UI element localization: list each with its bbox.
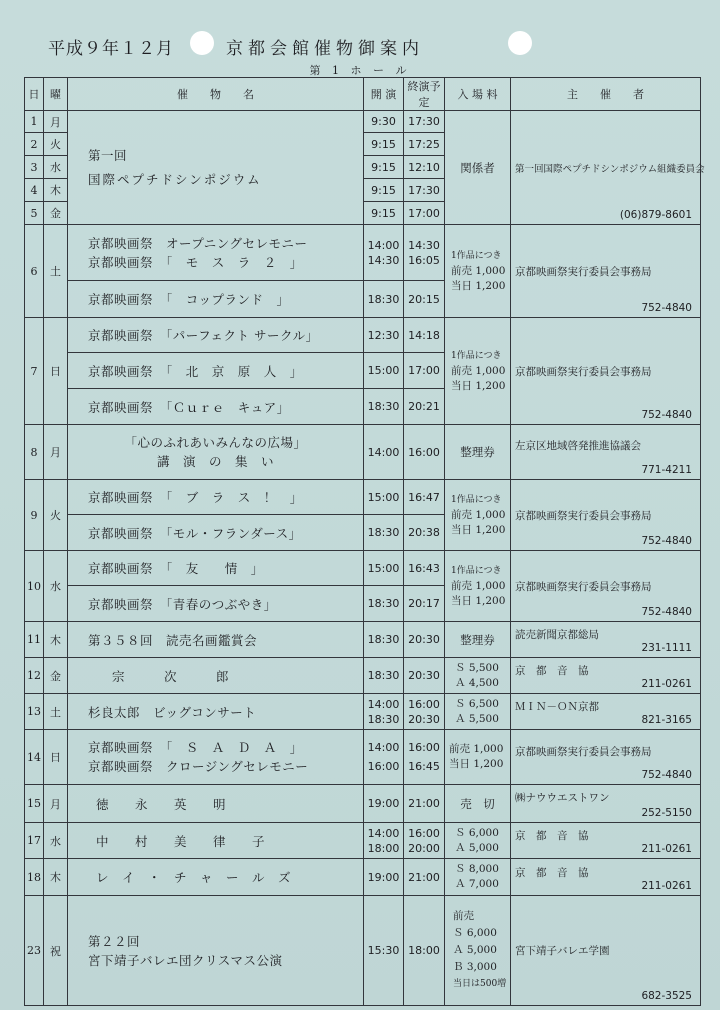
start-cell [364,225,404,281]
organizer-name: 読売新聞京都総局 [515,629,599,641]
punch-hole-left [190,31,214,55]
event-cell: 京都映画祭 「 友 情 」 [68,551,364,586]
end-cell: 20:38 [404,515,445,551]
end-cell [404,225,445,281]
time-line: 16:00 [408,697,440,711]
end-cell: 20:15 [404,281,445,318]
organizer-cell [511,823,701,859]
schedule-table [24,77,705,1006]
price-line: 1作品につき [451,250,502,261]
day-cell: 9 [25,480,44,551]
day-cell: 11 [25,622,44,658]
price-line: 前売 1,000 [451,508,506,521]
organizer-name: 京都映画祭実行委員会事務局 [515,745,652,758]
table-row [25,225,701,281]
price-cell [445,823,511,859]
time-line: 16:00 [408,826,440,840]
col-header-weekday: 曜 [44,78,68,111]
price-line: 当日 1,200 [449,758,504,770]
weekday-cell: 金 [44,202,68,225]
organizer-phone: 821-3165 [641,714,692,726]
event-cell: 杉良太郎 ビッグコンサート [68,694,364,730]
organizer-name: ＭＩＮ－ＯＮ京都 [515,701,599,713]
price-line: 当日 1,200 [451,279,506,292]
organizer-name: 京都映画祭実行委員会事務局 [515,509,652,522]
organizer-name: 京 都 音 協 [515,665,589,677]
price-cell: 整理券 [445,622,511,658]
event-cell [68,225,364,281]
event-line: 京都映画祭 オープニングセレモニー [88,235,308,251]
price-line: 前売 1,000 [449,743,504,755]
organizer-phone: (06)879-8601 [619,209,692,221]
header-date: 平成９年１２月 [48,39,174,59]
price-cell [445,859,511,896]
price-cell [445,225,511,318]
weekday-cell: 土 [44,225,68,318]
start-cell: 9:15 [364,179,404,202]
table-row [25,551,701,586]
day-cell: 13 [25,694,44,730]
table-row [25,480,701,515]
col-header-price: 入 場 料 [445,78,511,111]
event-cell: 徳 永 英 明 [68,785,364,823]
price-line: Ｓ 6,000 [453,927,497,939]
end-cell: 18:00 [404,896,445,1006]
day-cell: 3 [25,156,44,179]
organizer-cell [511,480,701,551]
start-cell: 9:15 [364,202,404,225]
day-cell: 12 [25,658,44,694]
event-cell: 京都映画祭 「パーフェクト サークル」 [68,318,364,353]
organizer-cell [511,896,701,1006]
price-line: Ａ 4,500 [455,676,499,689]
price-line: 当日 1,200 [451,594,506,607]
table-header-row [25,78,701,111]
price-line: 1作品につき [451,350,502,361]
time-line: 16:00 [367,760,400,773]
start-cell: 19:00 [364,785,404,823]
event-cell [68,425,364,480]
time-line: 16:45 [408,760,440,773]
punch-hole-right [508,31,532,55]
weekday-cell: 水 [44,551,68,622]
price-line: 1作品につき [451,494,502,505]
event-line: 第一回 [88,147,128,163]
end-cell: 17:30 [404,111,445,133]
organizer-cell [511,225,701,318]
day-cell: 7 [25,318,44,425]
table-row [25,694,701,730]
start-cell: 15:00 [364,480,404,515]
event-cell: 京都映画祭 「Ｃｕｒｅ キュア」 [68,389,364,425]
day-cell: 17 [25,823,44,859]
start-cell: 9:30 [364,111,404,133]
organizer-phone: 252-5150 [641,807,692,819]
weekday-cell: 月 [44,785,68,823]
event-cell: 京都映画祭 「 ブ ラ ス ！ 」 [68,480,364,515]
start-cell: 18:30 [364,281,404,318]
end-cell: 16:47 [404,480,445,515]
price-line: Ｓ 6,500 [455,697,499,710]
event-cell: 京都映画祭 「モル・フランダース」 [68,515,364,551]
weekday-cell: 土 [44,694,68,730]
price-line: 前売 1,000 [451,264,506,277]
organizer-phone: 752-4840 [641,535,692,547]
event-line: 講 演 の 集 い [156,454,274,469]
end-cell: 20:30 [404,622,445,658]
end-cell: 21:00 [404,859,445,896]
organizer-name: 京 都 音 協 [515,830,589,842]
organizer-cell [511,658,701,694]
end-cell: 12:10 [404,156,445,179]
table-row [25,859,701,896]
price-line: Ａ 5,000 [455,841,499,854]
start-cell: 18:30 [364,515,404,551]
end-cell [404,823,445,859]
weekday-cell: 木 [44,622,68,658]
organizer-phone: 752-4840 [641,606,692,618]
organizer-cell [511,785,701,823]
end-cell: 21:00 [404,785,445,823]
event-line: 「心のふれあいみんなの広場」 [124,435,307,450]
organizer-cell [511,694,701,730]
organizer-name: 第一回国際ペプチドシンポジウム組織委員会 [515,163,705,175]
organizer-name: ㈱ナウウエストワン [515,792,610,804]
organizer-cell [511,730,701,785]
organizer-name: 京都映画祭実行委員会事務局 [515,580,652,593]
organizer-name: 宮下靖子バレエ学園 [515,945,610,957]
day-cell: 10 [25,551,44,622]
start-cell: 15:30 [364,896,404,1006]
day-cell: 6 [25,225,44,318]
price-line: Ｂ 3,000 [453,961,497,973]
event-cell [68,896,364,1006]
event-line: 京都映画祭 「 モ ス ラ ２ 」 [88,254,303,270]
time-line: 16:05 [408,253,440,267]
price-line: 当日は500増 [453,979,507,989]
start-cell: 19:00 [364,859,404,896]
time-line: 20:30 [408,712,440,726]
day-cell: 14 [25,730,44,785]
price-line: 当日 1,200 [451,379,506,392]
weekday-cell: 日 [44,318,68,425]
end-cell: 16:43 [404,551,445,586]
price-cell [445,480,511,551]
organizer-phone: 752-4840 [641,769,692,781]
organizer-phone: 752-4840 [641,409,692,421]
organizer-cell [511,622,701,658]
time-line: 14:30 [408,238,440,252]
event-cell: 京都映画祭 「青春のつぶやき」 [68,586,364,622]
day-cell: 5 [25,202,44,225]
time-line: 18:00 [367,841,400,855]
price-line: 前売 1,000 [451,364,506,377]
end-cell: 14:18 [404,318,445,353]
col-header-event: 催 物 名 [68,78,364,111]
col-header-organizer: 主 催 者 [511,78,701,111]
page-title: 京都会館催物御案内 [226,39,424,59]
day-cell: 15 [25,785,44,823]
day-cell: 8 [25,425,44,480]
start-cell: 15:00 [364,551,404,586]
hall-label: 第 1 ホ ー ル [309,64,411,77]
event-line: 国際ペプチドシンポジウム [88,171,262,187]
start-cell: 12:30 [364,318,404,353]
table-row [25,785,701,823]
organizer-phone: 752-4840 [641,302,692,314]
price-cell: 整理券 [445,425,511,480]
event-line: 京都映画祭 クロージングセレモニー [88,759,309,774]
start-cell: 18:30 [364,622,404,658]
table-row [25,111,701,133]
time-line: 20:00 [408,841,440,855]
weekday-cell: 水 [44,156,68,179]
table-row [25,318,701,353]
col-header-day: 日 [25,78,44,111]
organizer-name: 京都映画祭実行委員会事務局 [515,365,652,378]
day-cell: 4 [25,179,44,202]
start-cell: 18:30 [364,658,404,694]
end-cell: 17:30 [404,179,445,202]
price-line: Ｓ 5,500 [455,661,499,674]
price-cell: 売 切 [445,785,511,823]
end-cell: 20:30 [404,658,445,694]
price-cell [445,730,511,785]
price-cell [445,318,511,425]
end-cell: 17:00 [404,353,445,389]
price-cell [445,551,511,622]
organizer-cell [511,111,705,225]
end-cell [404,730,445,785]
col-header-start: 開 演 [364,78,404,111]
price-line: Ｓ 6,000 [455,826,499,839]
weekday-cell: 月 [44,425,68,480]
start-cell: 14:00 [364,425,404,480]
price-line: 前売 1,000 [451,579,506,592]
day-cell: 18 [25,859,44,896]
time-line: 14:00 [367,238,400,252]
organizer-phone: 231-1111 [641,642,692,654]
table-row [25,823,701,859]
day-cell: 1 [25,111,44,133]
end-cell: 17:25 [404,133,445,156]
event-line: 第２２回 [88,933,141,949]
start-cell: 15:00 [364,353,404,389]
start-cell: 9:15 [364,133,404,156]
event-cell: 京都映画祭 「 コップランド 」 [68,281,364,318]
day-cell: 23 [25,896,44,1006]
table-row [25,622,701,658]
organizer-phone: 771-4211 [641,464,692,476]
time-line: 16:00 [408,741,440,754]
price-line: Ａ 5,500 [455,712,499,725]
organizer-name: 京都映画祭実行委員会事務局 [515,265,652,278]
time-line: 14:00 [367,697,400,711]
weekday-cell: 月 [44,111,68,133]
start-cell: 9:15 [364,156,404,179]
event-line: 京都映画祭 「 Ｓ Ａ Ｄ Ａ 」 [88,740,303,755]
weekday-cell: 祝 [44,896,68,1006]
table-row [25,425,701,480]
event-cell: レ イ ・ チ ャ ー ル ズ [68,859,364,896]
weekday-cell: 水 [44,823,68,859]
time-line: 14:30 [367,253,400,267]
weekday-cell: 火 [44,133,68,156]
organizer-phone: 211-0261 [641,880,692,892]
table-row [25,896,701,1006]
price-cell: 関係者 [445,111,511,225]
weekday-cell: 金 [44,658,68,694]
day-cell: 2 [25,133,44,156]
start-cell: 18:30 [364,586,404,622]
table-row [25,658,701,694]
organizer-phone: 211-0261 [641,678,692,690]
price-line: Ｓ 8,000 [455,863,499,875]
event-cell: 第３５８回 読売名画鑑賞会 [68,622,364,658]
weekday-cell: 木 [44,859,68,896]
weekday-cell: 日 [44,730,68,785]
start-cell: 18:30 [364,389,404,425]
time-line: 18:30 [367,712,400,726]
weekday-cell: 火 [44,480,68,551]
organizer-cell [511,425,701,480]
time-line: 14:00 [367,826,400,840]
organizer-name: 京 都 音 協 [515,866,589,879]
organizer-cell [511,318,701,425]
col-header-end: 終演予定 [404,78,445,111]
organizer-name: 左京区地域啓発推進協議会 [515,439,641,452]
price-cell [445,694,511,730]
end-cell: 16:00 [404,425,445,480]
price-line: 1作品につき [451,565,502,576]
event-cell: 中 村 美 律 子 [68,823,364,859]
weekday-cell: 木 [44,179,68,202]
event-cell [68,730,364,785]
event-cell: 京都映画祭 「 北 京 原 人 」 [68,353,364,389]
end-cell: 20:21 [404,389,445,425]
table-row [25,730,701,785]
event-cell [68,111,364,225]
event-line: 宮下靖子バレエ団クリスマス公演 [88,952,283,968]
organizer-cell [511,859,701,896]
price-line: 前売 [453,910,474,922]
price-line: 当日 1,200 [451,523,506,536]
organizer-phone: 682-3525 [641,990,692,1002]
end-cell: 17:00 [404,202,445,225]
price-cell [445,658,511,694]
price-line: Ａ 5,000 [453,944,497,956]
start-cell [364,694,404,730]
organizer-cell [511,551,701,622]
event-cell: 宗 次 郎 [68,658,364,694]
price-cell [445,896,511,1006]
start-cell [364,730,404,785]
end-cell [404,694,445,730]
start-cell [364,823,404,859]
time-line: 14:00 [367,741,400,754]
organizer-phone: 211-0261 [641,843,692,855]
end-cell: 20:17 [404,586,445,622]
price-line: Ａ 7,000 [455,878,499,890]
